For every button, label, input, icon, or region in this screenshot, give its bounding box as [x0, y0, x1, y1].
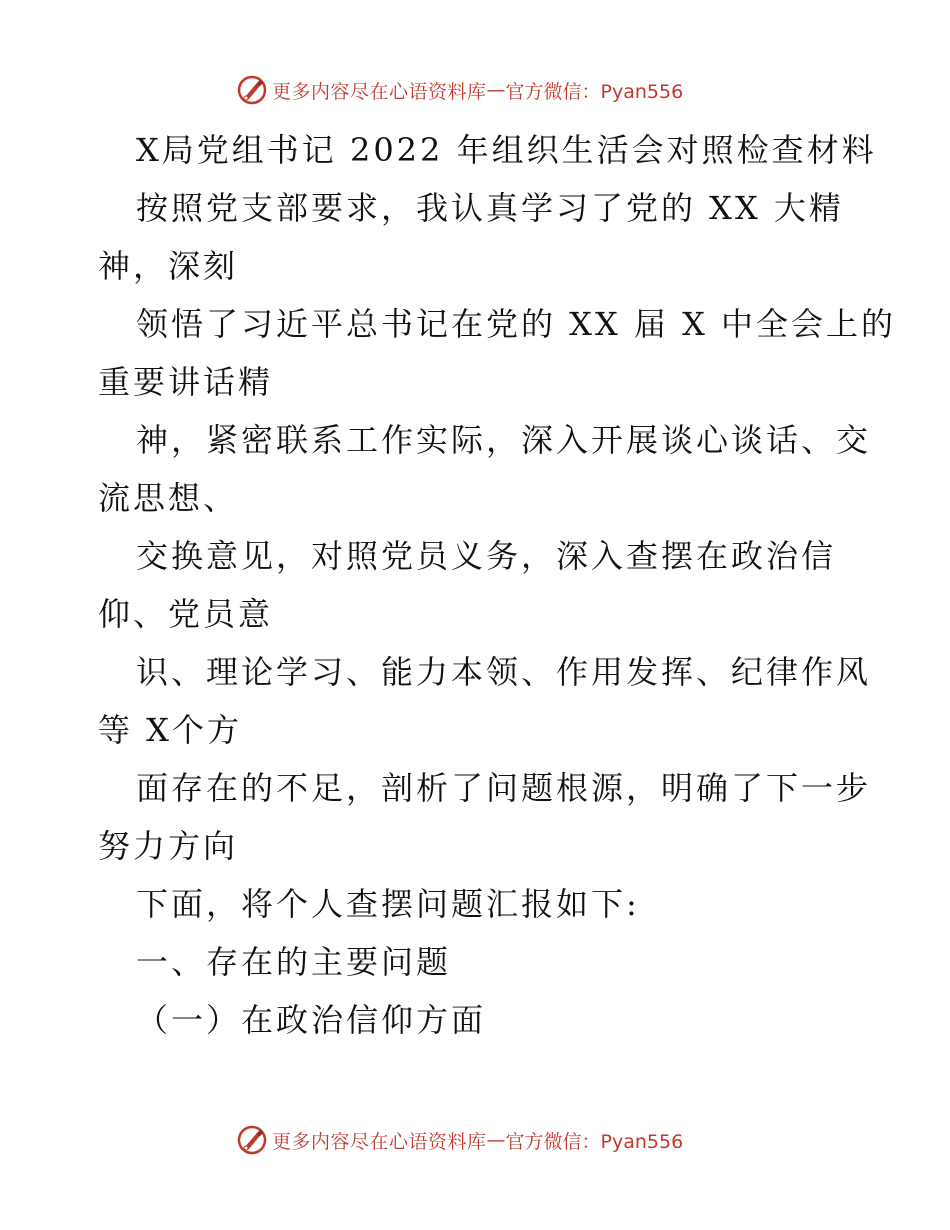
subsection-heading: （一）在政治信仰方面: [136, 1001, 487, 1039]
pen-logo-icon: [236, 74, 268, 106]
document-title: X局党组书记 2022 年组织生活会对照检查材料: [136, 131, 877, 169]
watermark-dash: —: [486, 1129, 506, 1151]
paragraph-line: 重要讲话精: [98, 363, 274, 401]
watermark-text: 更多内容尽在心语资料库: [272, 1130, 487, 1153]
watermark-contact: 官方微信：Pyan556: [505, 1130, 684, 1153]
header-watermark: [236, 72, 683, 108]
paragraph-line: 按照党支部要求，我认真学习了党的 XX 大精: [136, 189, 844, 227]
watermark-text: 更多内容尽在心语资料库: [272, 80, 487, 103]
paragraph-line: 神，紧密联系工作实际，深入开展谈心谈话、交: [136, 421, 872, 459]
watermark-contact: 官方微信：Pyan556: [505, 80, 684, 103]
paragraph-line: 交换意见，对照党员义务，深入查摆在政治信: [136, 537, 837, 575]
paragraph-line: 等 X个方: [98, 711, 242, 749]
paragraph-line: 仰、党员意: [98, 595, 274, 633]
paragraph-line: 流思想、: [98, 479, 239, 517]
paragraph-line: 下面，将个人查摆问题汇报如下:: [136, 885, 640, 923]
paragraph-line: 面存在的不足，剖析了问题根源，明确了下一步: [136, 769, 872, 807]
watermark-dash: —: [486, 79, 506, 101]
paragraph-line: 识、理论学习、能力本领、作用发挥、纪律作风: [136, 653, 872, 691]
paragraph-line: 努力方向: [98, 827, 239, 865]
section-heading: 一、存在的主要问题: [136, 943, 452, 981]
paragraph-line: 领悟了习近平总书记在党的 XX 届 X 中全会上的: [136, 305, 897, 343]
footer-watermark: [236, 1122, 683, 1158]
pen-logo-icon: [236, 1124, 268, 1156]
paragraph-line: 神，深刻: [98, 247, 239, 285]
